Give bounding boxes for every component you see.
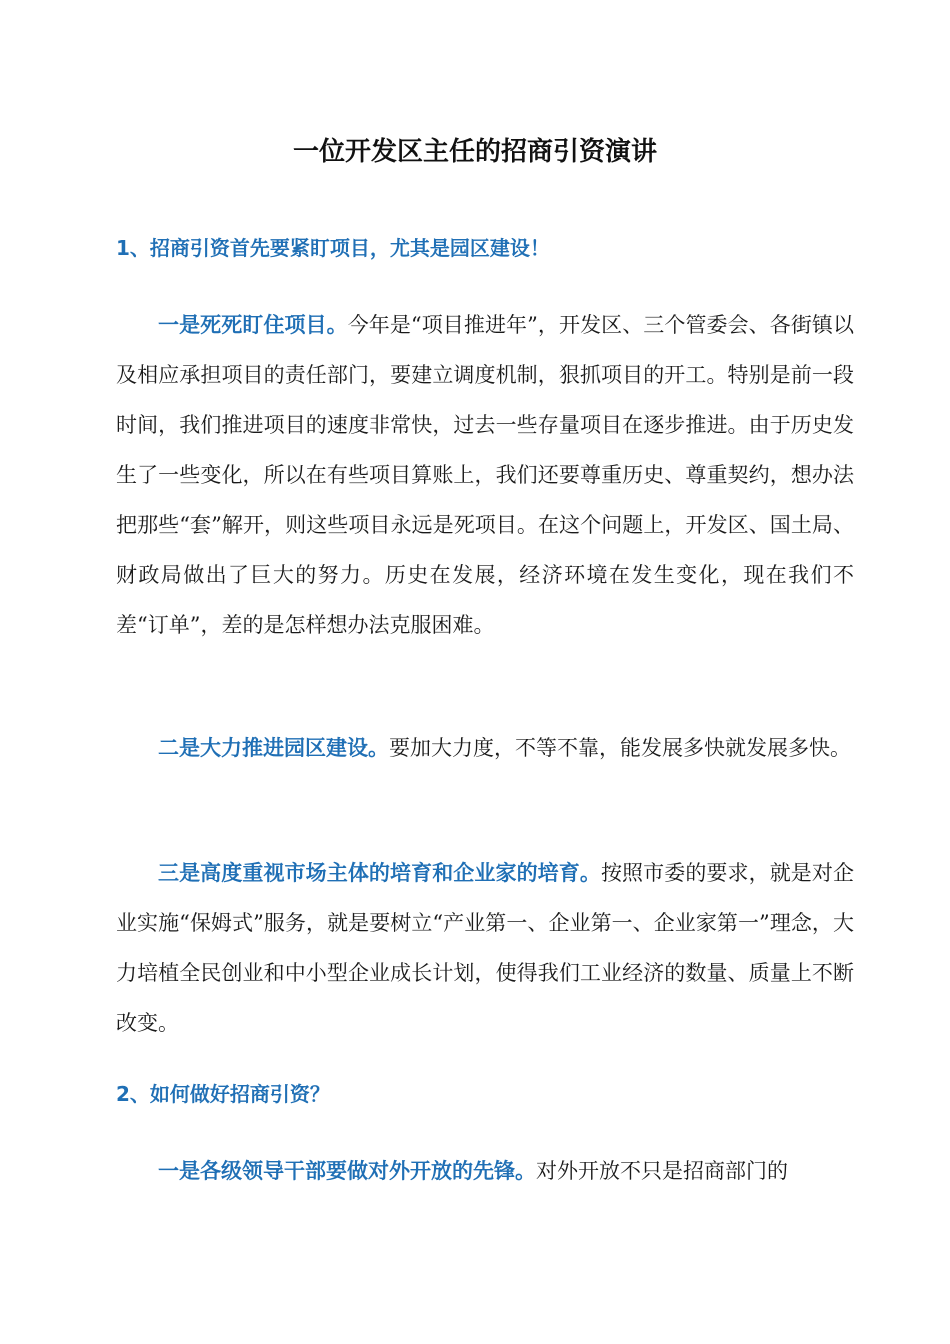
paragraph-1-1 bbox=[116, 300, 854, 650]
paragraph-body: 按照市委的要求，就是对企业实施“保姆式”服务，就是要树立“产业第一、企业第一、企业家第一”理念，大力培植全民创业和中小型企业成长计划，使得我们工业经济的数量、质量上不断改变。 bbox=[116, 861, 854, 1035]
paragraph-2-1 bbox=[116, 1146, 854, 1196]
section-heading-1: 1、招商引资首先要紧盯项目，尤其是园区建设！ bbox=[116, 236, 550, 260]
paragraph-body: 今年是“项目推进年”，开发区、三个管委会、各街镇以及相应承担项目的责任部门，要建立调度机制，狠抓项目的开工。特别是前一段时间，我们推进项目的速度非常快，过去一些存量项目在逐步推进。由于历史发生了一些变化，所以在有些项目算账上，我们还要尊重历史、尊重契约，想办法把那些“套”解开，则这些项目永远是死项目。在这个问题上，开发区、国土局、财政局做出了巨大的努力。历史在发展，经济环境在发生变化，现在我们不差“订单”，差的是怎样想办法克服困难。 bbox=[116, 313, 854, 637]
document-title: 一位开发区主任的招商引资演讲 bbox=[292, 137, 657, 167]
paragraph-body: 对外开放不只是招商部门的 bbox=[536, 1159, 788, 1183]
paragraph-lead: 一是各级领导干部要做对外开放的先锋。 bbox=[158, 1159, 536, 1183]
paragraph-lead: 三是高度重视市场主体的培育和企业家的培育。 bbox=[158, 861, 601, 885]
paragraph-lead: 一是死死盯住项目。 bbox=[158, 313, 348, 337]
paragraph-1-2 bbox=[116, 723, 854, 773]
paragraph-body: 要加大力度，不等不靠，能发展多快就发展多快。 bbox=[389, 736, 851, 760]
paragraph-1-3 bbox=[116, 848, 854, 1048]
section-heading-2: 2、如何做好招商引资？ bbox=[116, 1082, 330, 1106]
paragraph-lead: 二是大力推进园区建设。 bbox=[158, 736, 389, 760]
